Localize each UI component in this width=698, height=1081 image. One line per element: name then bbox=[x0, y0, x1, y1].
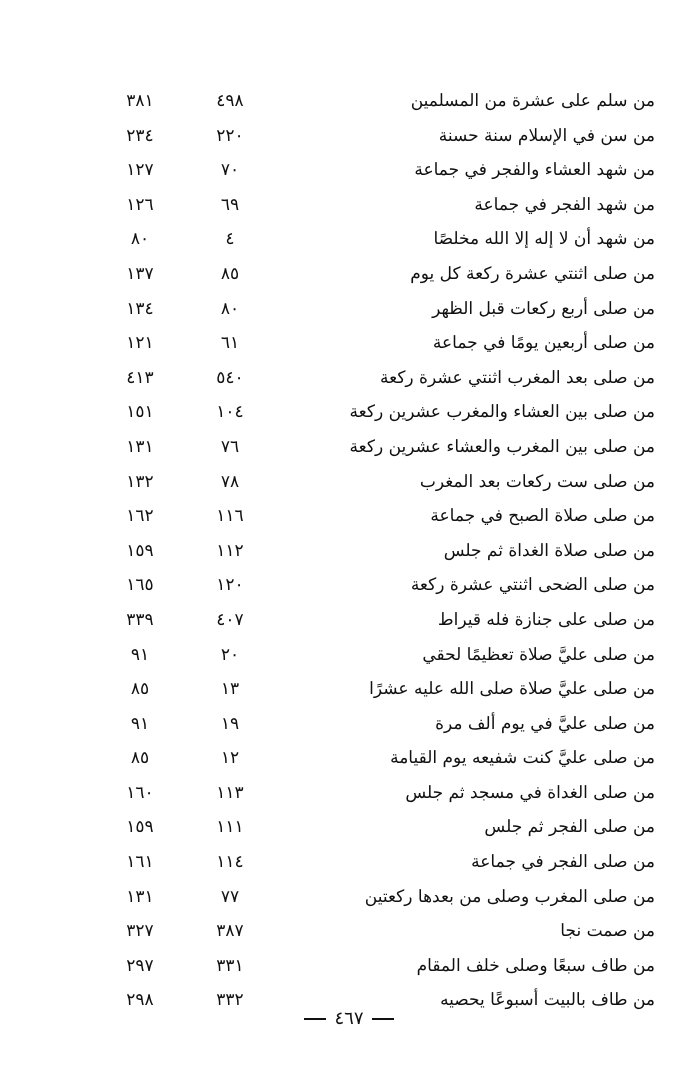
reference-number-2: ١٦١ bbox=[126, 852, 154, 873]
reference-number-2: ١٥٩ bbox=[126, 817, 154, 838]
reference-number-1: ٣٣٢ bbox=[216, 990, 244, 1011]
reference-number-1: ٧٦ bbox=[220, 436, 240, 457]
index-row bbox=[110, 361, 655, 396]
reference-number-1: ١١٦ bbox=[216, 506, 244, 527]
page-footer bbox=[0, 1004, 698, 1034]
entry-text: من شهد العشاء والفجر في جماعة bbox=[414, 160, 655, 181]
reference-number-2: ١٥٩ bbox=[126, 540, 154, 561]
index-row bbox=[110, 257, 655, 292]
reference-number-1: ٧٠ bbox=[220, 160, 240, 181]
index-row bbox=[110, 776, 655, 811]
reference-number-2: ١٦٠ bbox=[126, 782, 154, 803]
index-row bbox=[110, 568, 655, 603]
reference-number-1: ٧٧ bbox=[220, 886, 240, 907]
reference-number-2: ١٦٥ bbox=[126, 575, 154, 596]
reference-number-2: ١٣٤ bbox=[126, 298, 154, 319]
index-row bbox=[110, 672, 655, 707]
reference-number-1: ١١٤ bbox=[216, 852, 244, 873]
entry-text: من صلى عليَّ في يوم ألف مرة bbox=[435, 713, 655, 734]
reference-number-1: ١١٣ bbox=[216, 782, 244, 803]
entry-text: من شهد الفجر في جماعة bbox=[474, 194, 655, 215]
entry-text: من صلى صلاة الغداة ثم جلس bbox=[443, 540, 655, 561]
index-row bbox=[110, 638, 655, 673]
reference-number-1: ٤ bbox=[225, 229, 235, 250]
entry-text: من طاف سبعًا وصلى خلف المقام bbox=[416, 955, 655, 976]
entry-text: من صلى الفجر ثم جلس bbox=[484, 817, 655, 838]
reference-number-1: ٧٨ bbox=[220, 471, 240, 492]
reference-number-1: ٨٥ bbox=[220, 263, 240, 284]
reference-number-2: ١٣٢ bbox=[126, 471, 154, 492]
entry-text: من سلم على عشرة من المسلمين bbox=[410, 91, 655, 111]
index-row bbox=[110, 292, 655, 327]
right-dash bbox=[304, 1018, 326, 1020]
index-row bbox=[110, 84, 655, 119]
index-row bbox=[110, 153, 655, 188]
reference-number-1: ١١١ bbox=[216, 817, 244, 838]
reference-number-2: ١٥١ bbox=[126, 402, 154, 423]
reference-number-1: ٣٣١ bbox=[216, 955, 244, 976]
entry-text: من طاف بالبيت أسبوعًا يحصيه bbox=[440, 990, 655, 1011]
entry-text: من سن في الإسلام سنة حسنة bbox=[438, 125, 655, 146]
index-row bbox=[110, 914, 655, 949]
reference-number-2: ١٢٧ bbox=[126, 160, 154, 181]
reference-number-1: ٥٤٠ bbox=[216, 367, 244, 388]
index-row bbox=[110, 326, 655, 361]
reference-number-2: ٢٣٤ bbox=[126, 125, 154, 146]
reference-number-1: ٤٠٧ bbox=[216, 609, 244, 630]
left-dash bbox=[372, 1018, 394, 1020]
entry-text: من صلى الفجر في جماعة bbox=[471, 852, 655, 873]
reference-number-2: ٢٩٧ bbox=[126, 955, 154, 976]
reference-number-2: ٣٨١ bbox=[126, 91, 154, 111]
reference-number-1: ٦٩ bbox=[220, 194, 240, 215]
reference-number-2: ١٢٦ bbox=[126, 194, 154, 215]
entry-text: من صلى ست ركعات بعد المغرب bbox=[419, 471, 655, 492]
index-row bbox=[110, 845, 655, 880]
entry-text: من صلى الضحى اثنتي عشرة ركعة bbox=[410, 575, 655, 596]
reference-number-2: ١٣١ bbox=[126, 886, 154, 907]
index-row bbox=[110, 949, 655, 984]
reference-number-2: ٨٥ bbox=[130, 748, 150, 769]
reference-number-1: ٦١ bbox=[220, 333, 240, 354]
entry-text: من صلى على جنازة فله قيراط bbox=[437, 609, 655, 630]
index-row bbox=[110, 430, 655, 465]
reference-number-1: ١٣ bbox=[220, 679, 240, 700]
reference-number-2: ٩١ bbox=[130, 644, 150, 665]
reference-number-1: ٣٨٧ bbox=[216, 921, 244, 942]
reference-number-1: ٢٠ bbox=[220, 644, 240, 665]
index-row bbox=[110, 880, 655, 915]
entry-text: من صلى أربعين يومًا في جماعة bbox=[432, 333, 655, 354]
reference-number-2: ١٣١ bbox=[126, 436, 154, 457]
reference-number-2: ٣٢٧ bbox=[126, 921, 154, 942]
index-row bbox=[110, 188, 655, 223]
index-row bbox=[110, 119, 655, 154]
entry-text: من صلى اثنتي عشرة ركعة كل يوم bbox=[410, 263, 655, 284]
reference-number-2: ٢٩٨ bbox=[126, 990, 154, 1011]
entry-text: من شهد أن لا إله إلا الله مخلصًا bbox=[433, 229, 655, 250]
reference-number-1: ٢٢٠ bbox=[216, 125, 244, 146]
reference-number-1: ١٢٠ bbox=[216, 575, 244, 596]
entry-text: من صلى بين العشاء والمغرب عشرين ركعة bbox=[349, 402, 655, 423]
reference-number-1: ١١٢ bbox=[216, 540, 244, 561]
reference-number-2: ١٢١ bbox=[126, 333, 154, 354]
entry-text: من صلى الغداة في مسجد ثم جلس bbox=[405, 782, 655, 803]
reference-number-2: ٣٣٩ bbox=[126, 609, 154, 630]
index-row bbox=[110, 810, 655, 845]
entry-text: من صمت نجا bbox=[560, 921, 655, 942]
index-row bbox=[110, 222, 655, 257]
reference-number-2: ١٣٧ bbox=[126, 263, 154, 284]
entry-text: من صلى صلاة الصبح في جماعة bbox=[430, 506, 655, 527]
index-row bbox=[110, 499, 655, 534]
index-row bbox=[110, 707, 655, 742]
entry-text: من صلى عليَّ صلاة تعظيمًا لحقي bbox=[422, 644, 655, 665]
reference-number-2: ٤١٣ bbox=[126, 367, 154, 388]
index-row bbox=[110, 465, 655, 500]
reference-number-1: ٤٩٨ bbox=[216, 91, 244, 111]
entry-text: من صلى عليَّ صلاة صلى الله عليه عشرًا bbox=[369, 679, 655, 700]
index-row bbox=[110, 603, 655, 638]
index-row bbox=[110, 395, 655, 430]
reference-number-2: ٨٥ bbox=[130, 679, 150, 700]
reference-number-2: ٨٠ bbox=[130, 229, 150, 250]
entry-text: من صلى المغرب وصلى من بعدها ركعتين bbox=[364, 886, 655, 907]
reference-number-1: ١٢ bbox=[220, 748, 240, 769]
entry-text: من صلى بعد المغرب اثنتي عشرة ركعة bbox=[380, 367, 655, 388]
reference-number-2: ٩١ bbox=[130, 713, 150, 734]
index-table bbox=[110, 84, 655, 1018]
page-number: ٤٦٧ bbox=[334, 1008, 364, 1029]
reference-number-1: ١٠٤ bbox=[216, 402, 244, 423]
entry-text: من صلى بين المغرب والعشاء عشرين ركعة bbox=[349, 436, 655, 457]
entry-text: من صلى عليَّ كنت شفيعه يوم القيامة bbox=[390, 748, 655, 769]
index-row bbox=[110, 534, 655, 569]
reference-number-2: ١٦٢ bbox=[126, 506, 154, 527]
index-row bbox=[110, 741, 655, 776]
reference-number-1: ٨٠ bbox=[220, 298, 240, 319]
entry-text: من صلى أربع ركعات قبل الظهر bbox=[432, 298, 655, 319]
reference-number-1: ١٩ bbox=[220, 713, 240, 734]
